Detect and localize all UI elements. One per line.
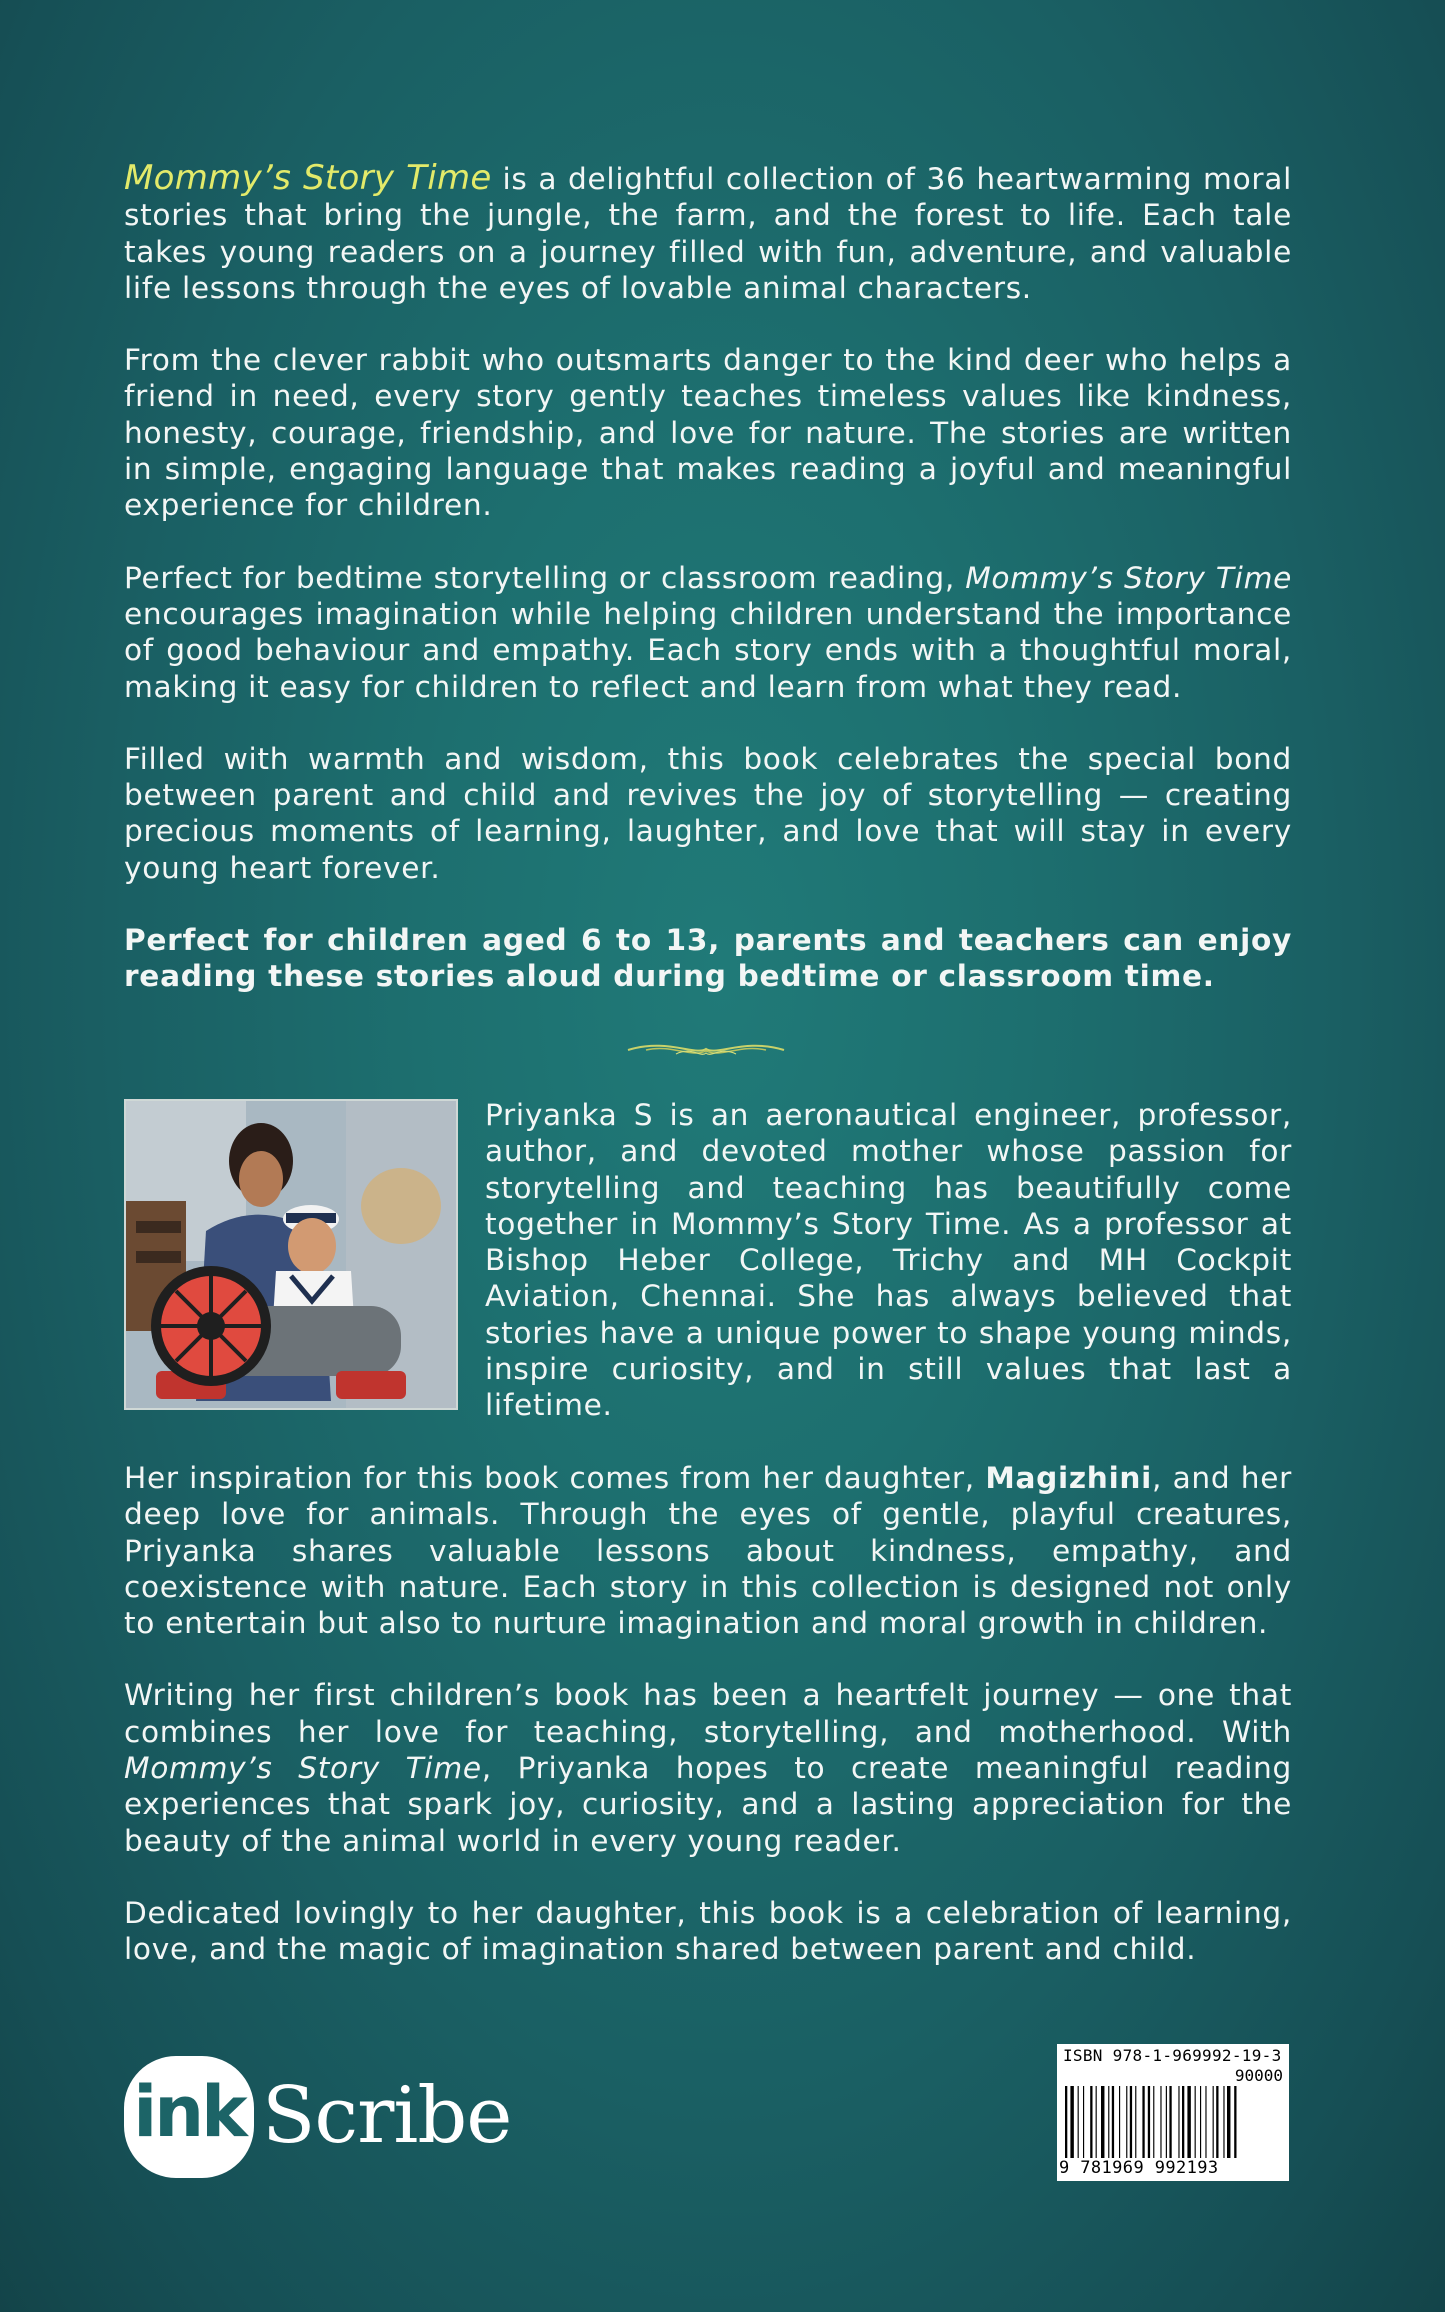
author-paragraph-3 — [124, 1677, 1292, 1858]
book-title-inline: Mommy’s Story Time — [965, 560, 1293, 595]
book-title-inline: Mommy’s Story Time — [124, 1751, 482, 1786]
author-text: , Priyanka hopes to create meaningful reading experiences that spark joy, curiosity, and a lasting appreciation for the beauty of the animal world in every young reader. — [124, 1751, 1292, 1858]
description-paragraph-2: From the clever rabbit who outsmarts danger to the kind deer who helps a friend in need, every story gently teaches timeless values like kindness, honesty, courage, friendship, and love for nature. The stories are written in simple, engaging language that makes reading a joyful and meaningful experience for children. — [124, 343, 1292, 523]
author-text: Her inspiration for this book comes from her daughter, — [124, 1461, 986, 1495]
description-text: Perfect for bedtime storytelling or classroom reading, — [124, 560, 966, 595]
ink-badge — [124, 2056, 254, 2178]
author-more — [124, 1460, 1292, 1968]
daughter-name: Magizhini — [985, 1461, 1153, 1495]
description-paragraph-3 — [124, 560, 1292, 705]
author-text: , and her deep love for animals. Through the eyes of gentle, playful creatures, Priyanka shares valuable lessons about kindness, empathy, and coexistence with nature. Each story in this collection is designed not only to entertain but also to nurture imagination and moral growth in children. — [124, 1461, 1292, 1641]
publisher-logo — [124, 2056, 512, 2180]
description-text: is a delightful collection of 36 heartwarming moral stories that bring the jungle, the farm, and the forest to life. Each tale takes young readers on a journey filled with fun, adventure, and valuable life lessons through the eyes of lovable animal characters. — [124, 162, 1292, 305]
author-bio: Priyanka S is an aeronautical engineer, professor, author, and devoted mother whose passion for storytelling and teaching has beautifully come together in Mommy’s Story Time. As a professor at Bishop Heber College, Trichy and MH Cockpit Aviation, Chennai. She has always believed that stories have a unique power to shape young minds, inspire curiosity, and in still values that last a lifetime. — [485, 1098, 1292, 1423]
price-code: 90000 — [1234, 2066, 1283, 2085]
author-text: Writing her first children’s book has been a heartfelt journey — one that combines her love for teaching, storytelling, and motherhood. With — [124, 1678, 1292, 1749]
swirl-divider-icon — [626, 1036, 786, 1062]
book-description — [124, 160, 1292, 995]
barcode-bars — [1063, 2068, 1283, 2160]
ean-digits: 9 781969 992193 — [1059, 2158, 1219, 2178]
book-title: Mommy’s Story Time — [124, 158, 492, 198]
author-paragraph-2 — [124, 1460, 1292, 1641]
logo-ink-text: ink — [133, 2071, 245, 2153]
author-with-child-photo — [124, 1099, 458, 1410]
description-text: encourages imagination while helping children understand the importance of good behaviour and empathy. Each story ends with a thoughtful moral, making it easy for children to reflect and learn from what they read. — [124, 596, 1292, 704]
isbn-number: ISBN 978-1-969992-19-3 — [1063, 2046, 1282, 2065]
age-range-statement: Perfect for children aged 6 to 13, parents and teachers can enjoy reading these stories aloud during bedtime or classroom time. — [124, 923, 1292, 994]
dedication: Dedicated lovingly to her daughter, this book is a celebration of learning, love, and the magic of imagination shared between parent and child. — [124, 1895, 1292, 1967]
isbn-barcode — [1057, 2044, 1289, 2181]
description-paragraph-4: Filled with warmth and wisdom, this book celebrates the special bond between parent and child and revives the joy of storytelling — creating precious moments of learning, laughter, and love that will stay in every young heart forever. — [124, 741, 1292, 885]
description-paragraph-1 — [124, 160, 1292, 306]
logo-scribe-text: Scribe — [262, 2071, 512, 2161]
